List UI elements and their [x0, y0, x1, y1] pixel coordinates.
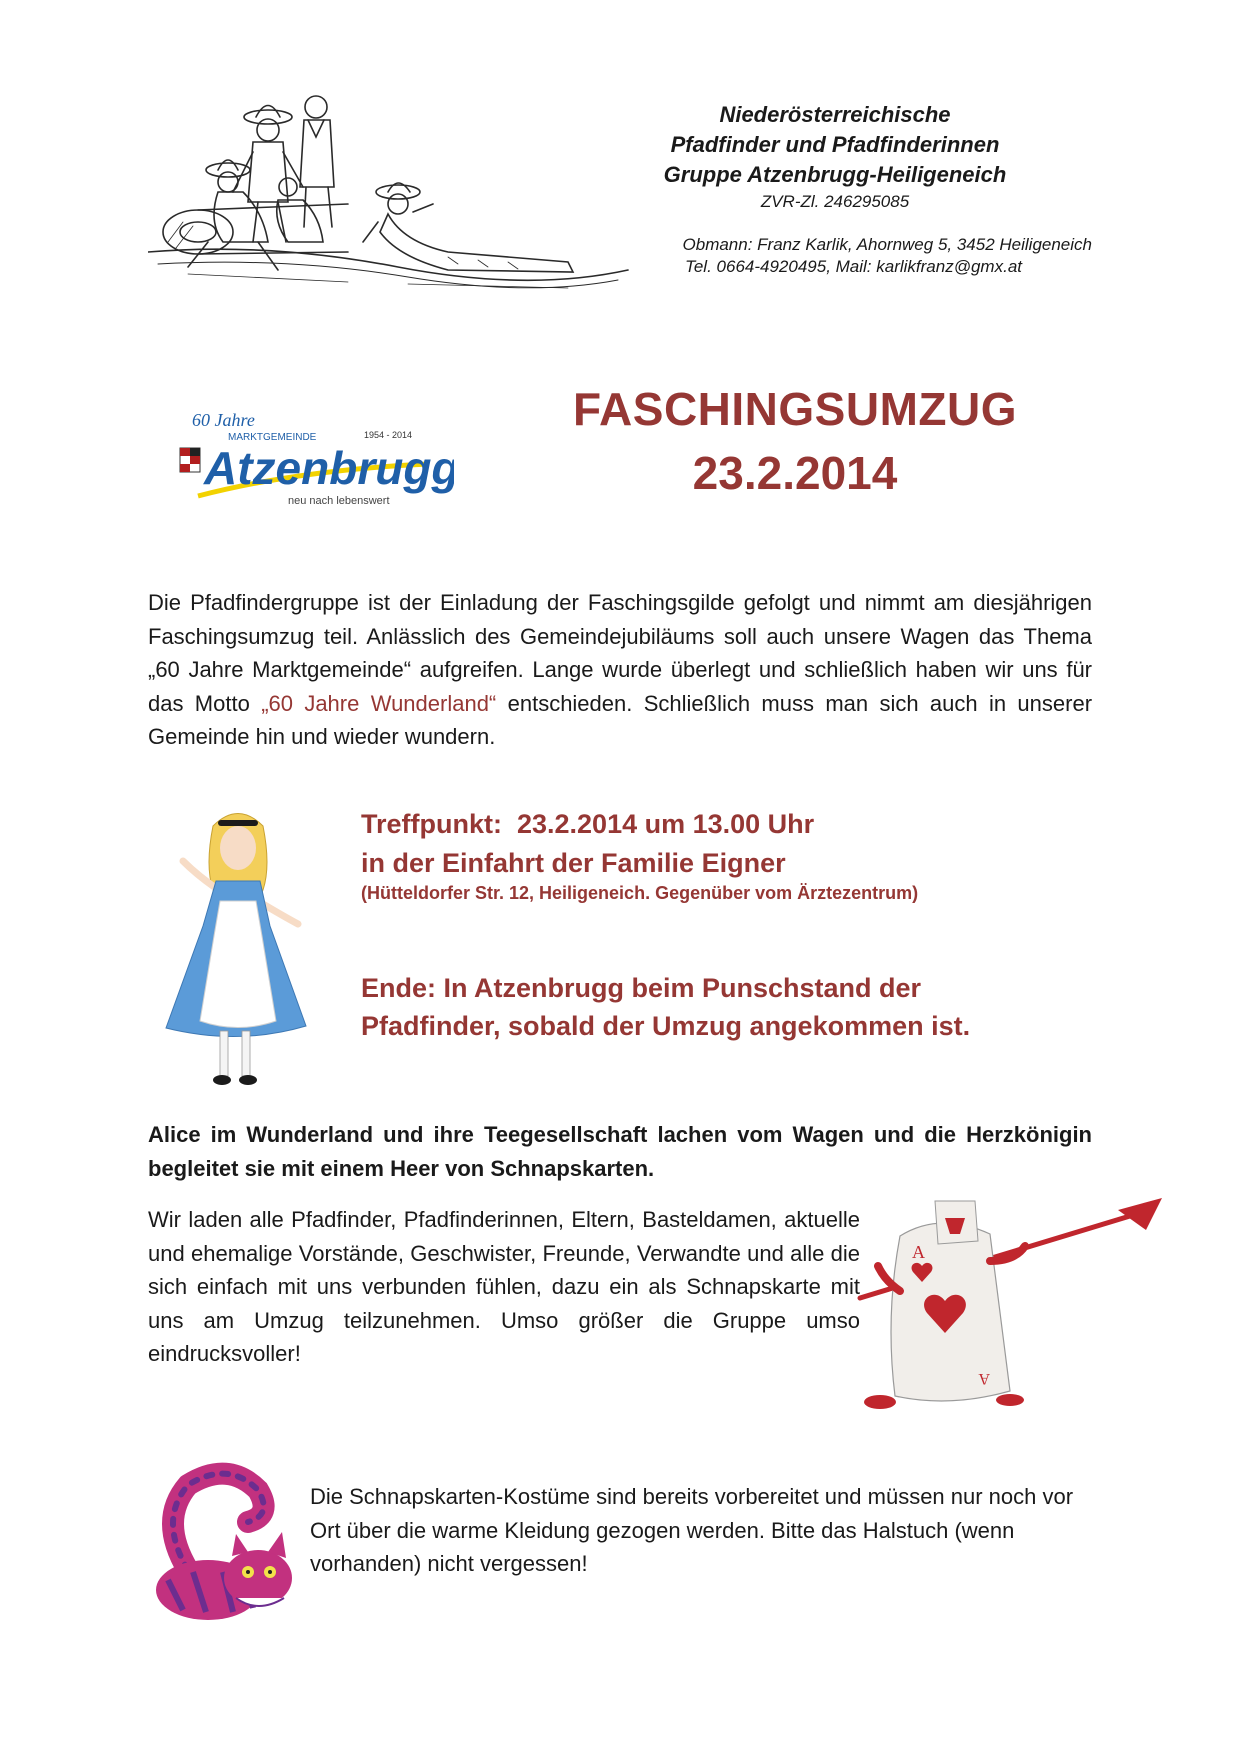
page-title [520, 378, 1070, 506]
intro-paragraph [148, 586, 1092, 754]
logo-name: Atzenbrugg [204, 442, 454, 494]
logo-years: 1954 - 2014 [364, 430, 413, 440]
end-location-line2: Pfadfinder, sobald der Umzug angekommen ist. [361, 1011, 971, 1041]
coat-of-arms-icon [180, 448, 200, 472]
meeting-point-place: in der Einfahrt der Familie Eigner [361, 848, 786, 878]
card-rank-top: A [912, 1242, 925, 1262]
logo-slogan: neu nach lebenswert [288, 495, 390, 507]
organization-block [600, 100, 1070, 214]
alice-paragraph: Alice im Wunderland und ihre Teegesellschaft lachen vom Wagen und die Herzkönigin begleitet sie mit einem Heer von Schnapskarten. [148, 1122, 1092, 1181]
atzenbrugg-logo [178, 400, 454, 510]
card-soldier-icon [850, 1196, 1170, 1411]
costume-paragraph: Die Schnapskarten-Kostüme sind bereits vorbereitet und müssen nur noch vor Ort über die warme Kleidung gezogen werden. Bitte das Halstuch (wenn vorhanden) nicht vergessen! [310, 1484, 1074, 1576]
organization-region: Niederösterreichische [719, 102, 951, 127]
invitation-paragraph: Wir laden alle Pfadfinder, Pfadfinderinnen, Eltern, Basteldamen, aktuelle und ehemalige Vorstände, Geschwister, Freunde, Verwandte und alle die sich einfach mit uns verbunden fühlen, dazu ein als Schnapskarte mit uns am Umzug teilzunehmen. Umso größer die Gruppe umso eindrucksvoller! [148, 1207, 860, 1366]
intro-motto: „60 Jahre Wunderland“ [261, 690, 497, 716]
card-rank-bottom: A [978, 1370, 990, 1387]
alice-icon [158, 806, 316, 1106]
contact-phone-mail: Tel. 0664-4920495, Mail: karlikfranz@gmx.at [685, 257, 1022, 276]
intro-text-end: entschieden. Schließlich muss man sich auch in unserer Gemeinde hin und wieder wundern. [148, 690, 1093, 749]
meeting-point-time: Treffpunkt: 23.2.2014 um 13.00 Uhr [361, 809, 815, 839]
alice-illustration [158, 806, 316, 1106]
cheshire-cat-icon [148, 1460, 296, 1630]
zvr-number: ZVR-Zl. 246295085 [760, 192, 910, 211]
title-date: 23.2.2014 [692, 447, 898, 499]
card-soldier-illustration [850, 1196, 1170, 1411]
atzenbrugg-logo-icon [178, 400, 454, 510]
scouts-sketch-icon [148, 92, 638, 302]
intro-text-start: Die Pfadfindergruppe ist der Einladung der Faschingsgilde gefolgt und nimmt am diesjährigen Faschingsumzug teil. Anlässlich des Gemeindejubiläums soll auch unsere Wagen das Thema „60 Jahre Marktgemeinde“ aufgreifen. Lange wurde überlegt und schließlich haben wir uns für das Motto [148, 590, 1092, 716]
logo-subtitle: MARKTGEMEINDE [228, 432, 317, 443]
cheshire-cat-illustration [148, 1460, 296, 1630]
scouts-illustration [148, 92, 638, 302]
organization-name: Pfadfinder und Pfadfinderinnen [670, 132, 1000, 157]
logo-jubilee: 60 Jahre [192, 410, 255, 430]
title-event: FASCHINGSUMZUG [573, 383, 1017, 435]
end-location-line1: Ende: In Atzenbrugg beim Punschstand der [361, 973, 922, 1003]
organization-group: Gruppe Atzenbrugg-Heiligeneich [663, 162, 1007, 187]
contact-chairman: Obmann: Franz Karlik, Ahornweg 5, 3452 Heiligeneich [682, 235, 1092, 254]
meeting-point-address: (Hütteldorfer Str. 12, Heiligeneich. Gegenüber vom Ärztezentrum) [361, 883, 919, 903]
